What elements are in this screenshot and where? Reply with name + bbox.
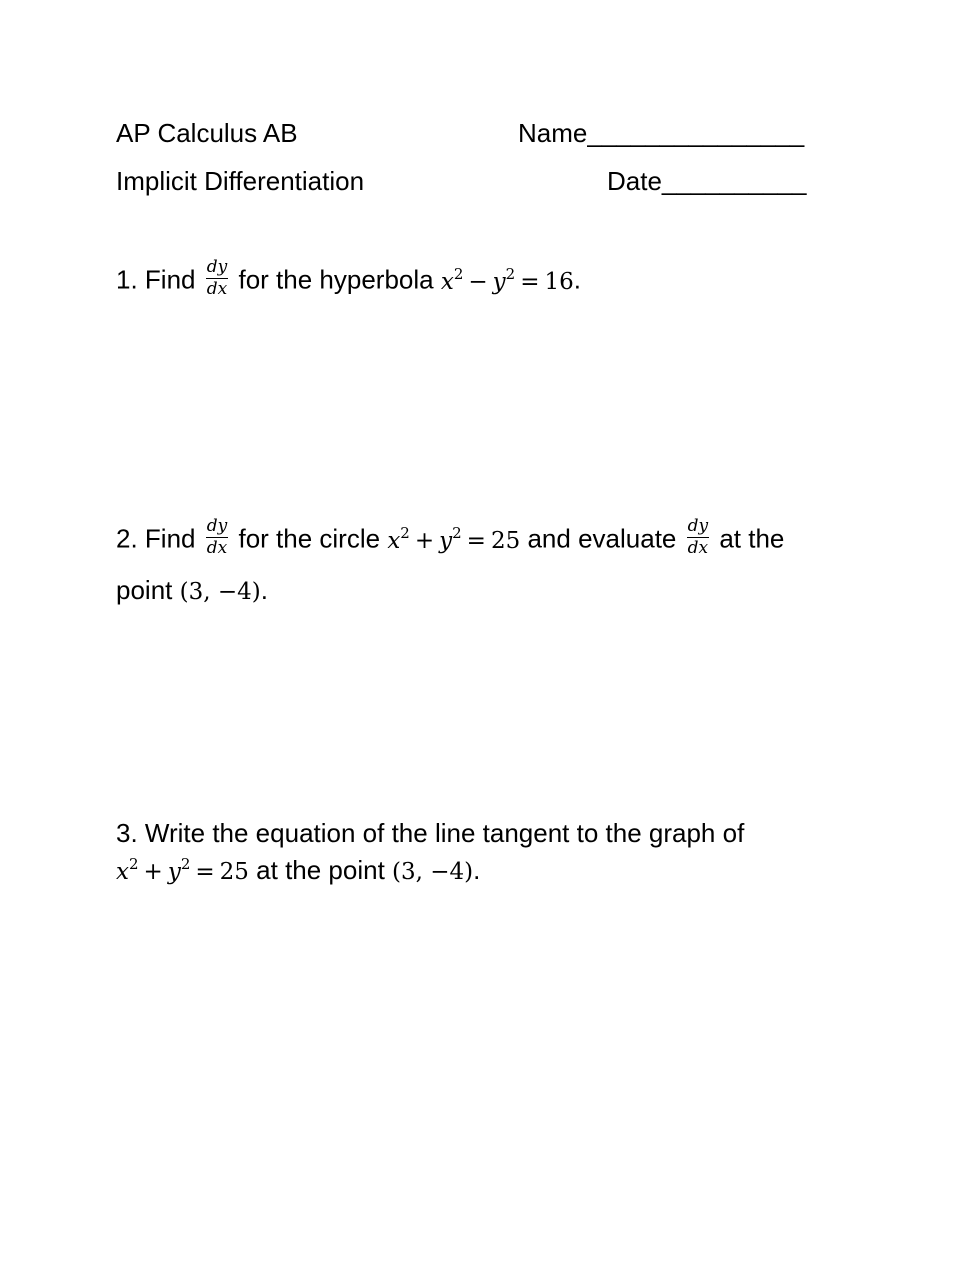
derivative-fraction: $\frac{dy}{dx}$ xyxy=(206,516,228,558)
q3-point: (3, −4) xyxy=(392,859,474,885)
q2-line2-prefix: point xyxy=(116,575,173,605)
q3-end: . xyxy=(473,855,481,885)
fraction-numerator: dy xyxy=(206,257,228,277)
q1-equation: $x^2 - y^2 = 16$ xyxy=(440,264,574,295)
q2-prefix: 2. Find xyxy=(116,523,196,554)
derivative-fraction: $\frac{dy}{dx}$ xyxy=(687,516,709,558)
name-field-label: Name_______________ xyxy=(518,118,805,148)
course-title: AP Calculus AB xyxy=(116,118,298,148)
q2-at: at the xyxy=(719,523,785,554)
question-3-line-2 xyxy=(116,857,480,884)
fraction-denominator: dx xyxy=(206,278,228,299)
q1-middle: for the hyperbola xyxy=(238,264,434,295)
q2-end: . xyxy=(260,575,268,605)
q2-middle: for the circle xyxy=(238,523,381,554)
date-field-label: Date__________ xyxy=(607,166,807,196)
question-1 xyxy=(116,257,581,302)
q1-prefix: 1. Find xyxy=(116,264,196,295)
q2-evaluate: and evaluate xyxy=(527,523,677,554)
derivative-fraction xyxy=(206,259,229,299)
q2-equation: $x^2 + y^2 = 25$ xyxy=(387,523,521,554)
question-2-line-2 xyxy=(116,577,268,604)
question-2-line-1 xyxy=(116,516,785,561)
question-3-line-1: 3. Write the equation of the line tangent to the graph of xyxy=(116,818,745,848)
q2-point: (3, −4) xyxy=(179,579,261,605)
topic-title: Implicit Differentiation xyxy=(116,166,365,196)
q3-middle: at the point xyxy=(256,855,385,885)
q1-end: . xyxy=(573,264,581,295)
q3-equation: $x^2 + y^2 = 25$ xyxy=(116,855,249,885)
